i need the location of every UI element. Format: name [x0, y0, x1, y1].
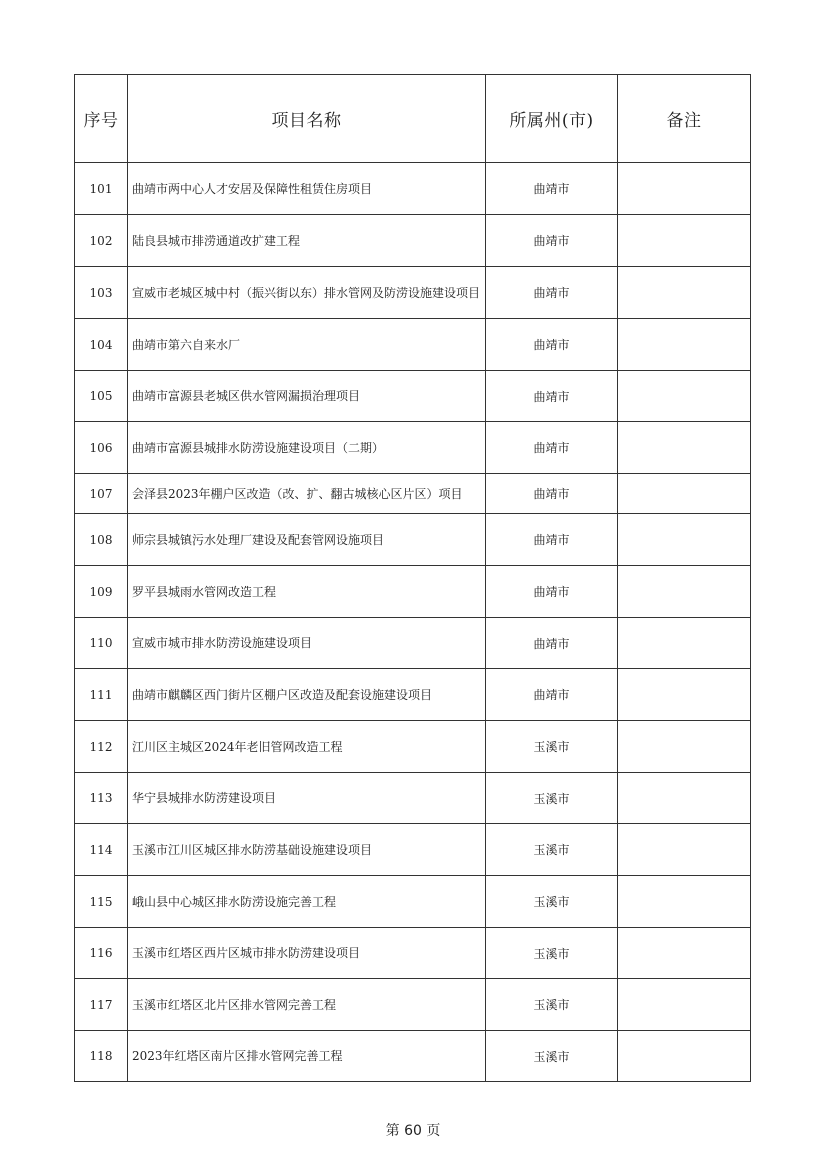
table-row — [75, 1031, 751, 1082]
row-remarks — [618, 1031, 751, 1082]
row-remarks — [618, 474, 751, 514]
row-project-name: 会泽县2023年棚户区改造（改、扩、翻古城核心区片区）项目 — [128, 474, 486, 514]
row-serial-number: 102 — [75, 215, 128, 267]
row-project-name: 2023年红塔区南片区排水管网完善工程 — [128, 1031, 486, 1082]
row-project-name: 陆良县城市排涝通道改扩建工程 — [128, 215, 486, 267]
row-prefecture-city: 曲靖市 — [486, 163, 618, 215]
table-row — [75, 422, 751, 474]
row-prefecture-city: 曲靖市 — [486, 474, 618, 514]
row-prefecture-city: 曲靖市 — [486, 566, 618, 618]
row-prefecture-city: 曲靖市 — [486, 669, 618, 721]
row-remarks — [618, 928, 751, 979]
row-serial-number: 110 — [75, 618, 128, 669]
row-project-name: 华宁县城排水防涝建设项目 — [128, 773, 486, 824]
row-remarks — [618, 669, 751, 721]
row-serial-number: 118 — [75, 1031, 128, 1082]
row-serial-number: 105 — [75, 371, 128, 422]
row-remarks — [618, 824, 751, 876]
row-serial-number: 115 — [75, 876, 128, 928]
header-remarks: 备注 — [618, 75, 751, 163]
table-header-row — [75, 75, 751, 163]
table-row — [75, 721, 751, 773]
row-serial-number: 113 — [75, 773, 128, 824]
row-serial-number: 106 — [75, 422, 128, 474]
table-row — [75, 267, 751, 319]
row-prefecture-city: 玉溪市 — [486, 773, 618, 824]
table-row — [75, 474, 751, 514]
row-project-name: 宣威市老城区城中村（振兴街以东）排水管网及防涝设施建设项目 — [128, 267, 486, 319]
row-project-name: 玉溪市江川区城区排水防涝基础设施建设项目 — [128, 824, 486, 876]
row-serial-number: 116 — [75, 928, 128, 979]
row-project-name: 师宗县城镇污水处理厂建设及配套管网设施项目 — [128, 514, 486, 566]
row-serial-number: 109 — [75, 566, 128, 618]
table-row — [75, 979, 751, 1031]
table-row — [75, 163, 751, 215]
row-prefecture-city: 曲靖市 — [486, 319, 618, 371]
row-serial-number: 108 — [75, 514, 128, 566]
row-serial-number: 117 — [75, 979, 128, 1031]
row-serial-number: 107 — [75, 474, 128, 514]
table-row — [75, 618, 751, 669]
row-project-name: 曲靖市富源县城排水防涝设施建设项目（二期） — [128, 422, 486, 474]
row-remarks — [618, 371, 751, 422]
header-project-name: 项目名称 — [128, 75, 486, 163]
row-project-name: 曲靖市两中心人才安居及保障性租赁住房项目 — [128, 163, 486, 215]
row-prefecture-city: 玉溪市 — [486, 721, 618, 773]
row-prefecture-city: 曲靖市 — [486, 215, 618, 267]
row-remarks — [618, 876, 751, 928]
row-remarks — [618, 773, 751, 824]
table-row — [75, 773, 751, 824]
table-row — [75, 566, 751, 618]
row-prefecture-city: 曲靖市 — [486, 267, 618, 319]
row-remarks — [618, 422, 751, 474]
row-serial-number: 104 — [75, 319, 128, 371]
row-project-name: 玉溪市红塔区西片区城市排水防涝建设项目 — [128, 928, 486, 979]
row-remarks — [618, 618, 751, 669]
row-prefecture-city: 曲靖市 — [486, 371, 618, 422]
row-prefecture-city: 玉溪市 — [486, 824, 618, 876]
row-prefecture-city: 曲靖市 — [486, 618, 618, 669]
page-number: 第 60 页 — [385, 1123, 441, 1139]
header-serial-number: 序号 — [75, 75, 128, 163]
row-remarks — [618, 163, 751, 215]
table-row — [75, 669, 751, 721]
header-prefecture-city: 所属州(市) — [486, 75, 618, 163]
table-row — [75, 824, 751, 876]
row-serial-number: 112 — [75, 721, 128, 773]
row-project-name: 罗平县城雨水管网改造工程 — [128, 566, 486, 618]
row-remarks — [618, 215, 751, 267]
table-row — [75, 876, 751, 928]
row-remarks — [618, 514, 751, 566]
row-prefecture-city: 玉溪市 — [486, 1031, 618, 1082]
table-row — [75, 319, 751, 371]
row-remarks — [618, 319, 751, 371]
row-project-name: 宣威市城市排水防涝设施建设项目 — [128, 618, 486, 669]
row-project-name: 曲靖市麒麟区西门街片区棚户区改造及配套设施建设项目 — [128, 669, 486, 721]
row-prefecture-city: 玉溪市 — [486, 928, 618, 979]
table-row — [75, 371, 751, 422]
row-remarks — [618, 721, 751, 773]
table-row — [75, 215, 751, 267]
row-serial-number: 114 — [75, 824, 128, 876]
row-project-name: 曲靖市富源县老城区供水管网漏损治理项目 — [128, 371, 486, 422]
row-prefecture-city: 曲靖市 — [486, 514, 618, 566]
project-table — [74, 74, 751, 1082]
row-remarks — [618, 979, 751, 1031]
row-prefecture-city: 玉溪市 — [486, 979, 618, 1031]
row-project-name: 玉溪市红塔区北片区排水管网完善工程 — [128, 979, 486, 1031]
row-remarks — [618, 267, 751, 319]
row-serial-number: 101 — [75, 163, 128, 215]
row-serial-number: 103 — [75, 267, 128, 319]
table-row — [75, 928, 751, 979]
table-body — [75, 163, 751, 1082]
table-row — [75, 514, 751, 566]
row-remarks — [618, 566, 751, 618]
row-prefecture-city: 曲靖市 — [486, 422, 618, 474]
row-project-name: 曲靖市第六自来水厂 — [128, 319, 486, 371]
row-prefecture-city: 玉溪市 — [486, 876, 618, 928]
row-serial-number: 111 — [75, 669, 128, 721]
row-project-name: 江川区主城区2024年老旧管网改造工程 — [128, 721, 486, 773]
row-project-name: 峨山县中心城区排水防涝设施完善工程 — [128, 876, 486, 928]
